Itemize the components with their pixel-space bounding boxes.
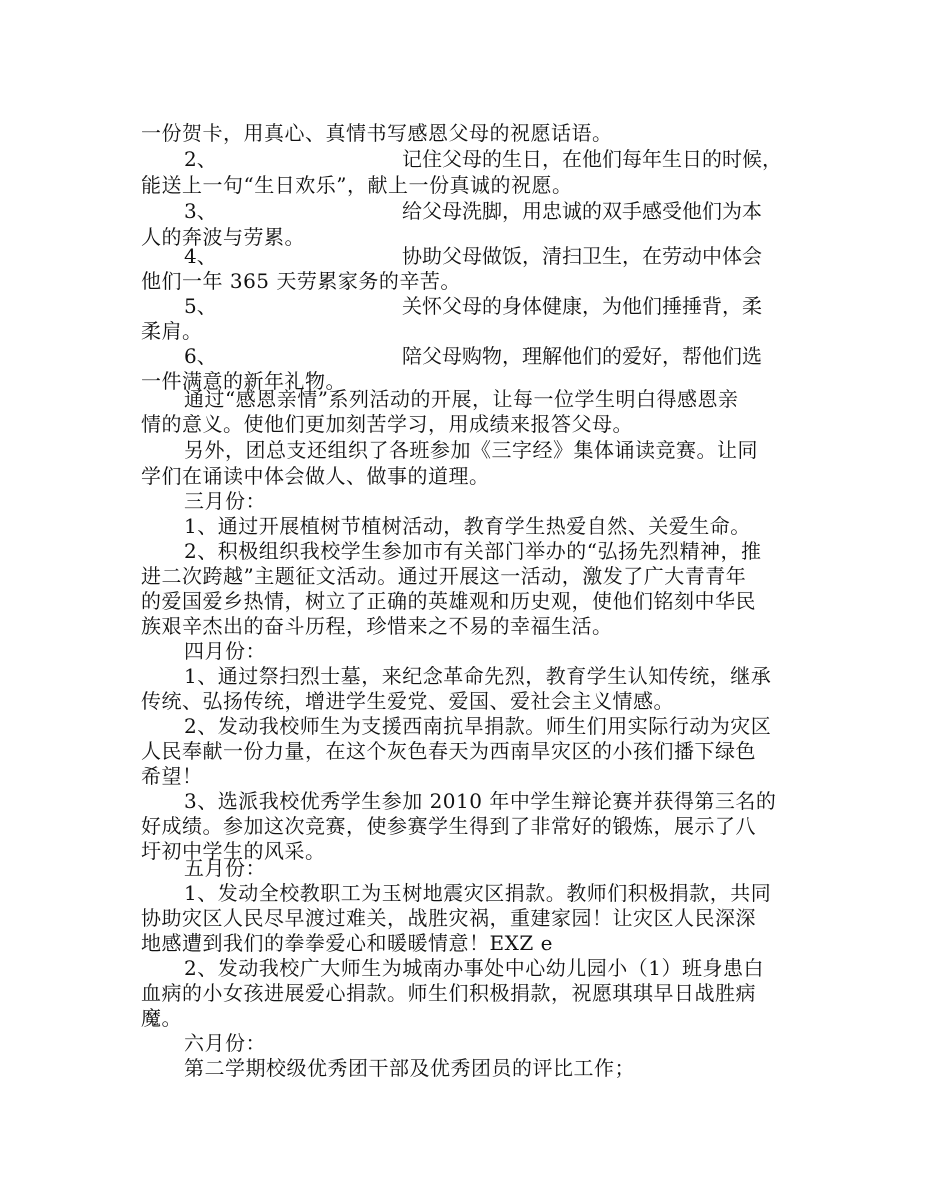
paragraph-line: 血病的小女孩进展爱心捐款。师生们积极捐款，祝愿琪琪早日战胜病 [141, 981, 756, 1005]
section-heading-march: 三月份： [184, 489, 266, 513]
item-number: 6、 [184, 344, 217, 368]
paragraph-line: 第二学期校级优秀团干部及优秀团员的评比工作； [184, 1056, 635, 1080]
text-line: 记住父母的生日，在他们每年生日的时候， [402, 147, 782, 171]
section-heading-april: 四月份： [184, 639, 266, 663]
paragraph-line: 情的意义。使他们更加刻苦学习，用成绩来报答父母。 [141, 412, 633, 436]
paragraph-line: 1、通过祭扫烈士墓，来纪念革命先烈，教育学生认知传统，继承 [184, 664, 772, 688]
paragraph-line: 人民奉献一份力量，在这个灰色春天为西南旱灾区的小孩们播下绿色 [141, 739, 756, 763]
paragraph-line: 魔。 [141, 1006, 182, 1030]
text-line: 一份贺卡，用真心、真情书写感恩父母的祝愿话语。 [141, 121, 613, 145]
text-line: 人的奔波与劳累。 [141, 225, 305, 249]
paragraph-line: 1、通过开展植树节植树活动，教育学生热爱自然、关爱生命。 [184, 514, 751, 538]
text-line: 陪父母购物，理解他们的爱好，帮他们选 [402, 344, 762, 368]
paragraph-line: 学们在诵读中体会做人、做事的道理。 [141, 464, 490, 488]
item-number: 4、 [184, 244, 217, 268]
text-line: 一件满意的新年礼物。 [141, 369, 346, 393]
text-line: 能送上一句“生日欢乐”，献上一份真诚的祝愿。 [141, 173, 573, 197]
section-heading-june: 六月份： [184, 1031, 266, 1055]
paragraph-line: 协助灾区人民尽早渡过难关，战胜灾祸，重建家园！让灾区人民深深 [141, 906, 756, 930]
text-line: 协助父母做饭，清扫卫生，在劳动中体会 [402, 244, 762, 268]
paragraph-line: 另外，团总支还组织了各班参加《三字经》集体诵读竞赛。让同 [184, 438, 758, 462]
item-number: 3、 [184, 199, 217, 223]
paragraph-line: 希望！ [141, 764, 203, 788]
paragraph-line: 通过“感恩亲情”系列活动的开展，让每一位学生明白得感恩亲 [184, 387, 739, 411]
paragraph-line: 族艰辛杰出的奋斗历程，珍惜来之不易的幸福生活。 [141, 614, 613, 638]
paragraph-line: 2、发动我校师生为支援西南抗旱捐款。师生们用实际行动为灾区 [184, 714, 772, 738]
paragraph-line: 传统、弘扬传统，增进学生爱党、爱国、爱社会主义情感。 [141, 689, 674, 713]
item-number: 2、 [184, 147, 217, 171]
paragraph-line: 好成绩。参加这次竞赛，使参赛学生得到了非常好的锻炼，展示了八 [141, 814, 756, 838]
paragraph-line: 的爱国爱乡热情，树立了正确的英雄观和历史观，使他们铭刻中华民 [141, 589, 756, 613]
paragraph-line: 1、发动全校教职工为玉树地震灾区捐款。教师们积极捐款，共同 [184, 881, 772, 905]
text-line: 柔肩。 [141, 319, 203, 343]
paragraph-line: 3、选派我校优秀学生参加 2010 年中学生辩论赛并获得第三名的 [184, 789, 777, 813]
text-line: 给父母洗脚，用忠诚的双手感受他们为本 [402, 199, 762, 223]
paragraph-line: 圩初中学生的风采。 [141, 839, 326, 863]
paragraph-line: 2、积极组织我校学生参加市有关部门举办的“弘扬先烈精神，推 [184, 539, 762, 563]
paragraph-line: 2、发动我校广大师生为城南办事处中心幼儿园小（1）班身患白 [184, 956, 764, 980]
paragraph-line: 进二次跨越”主题征文活动。通过开展这一活动，激发了广大青青年 [141, 564, 747, 588]
item-number: 5、 [184, 294, 217, 318]
text-line: 他们一年 365 天劳累家务的辛苦。 [141, 269, 461, 293]
section-heading-may: 五月份： [184, 856, 266, 880]
paragraph-line: 地感遭到我们的拳拳爱心和暖暖情意！EXZ e [141, 931, 553, 955]
text-line: 关怀父母的身体健康，为他们捶捶背，柔 [402, 294, 762, 318]
